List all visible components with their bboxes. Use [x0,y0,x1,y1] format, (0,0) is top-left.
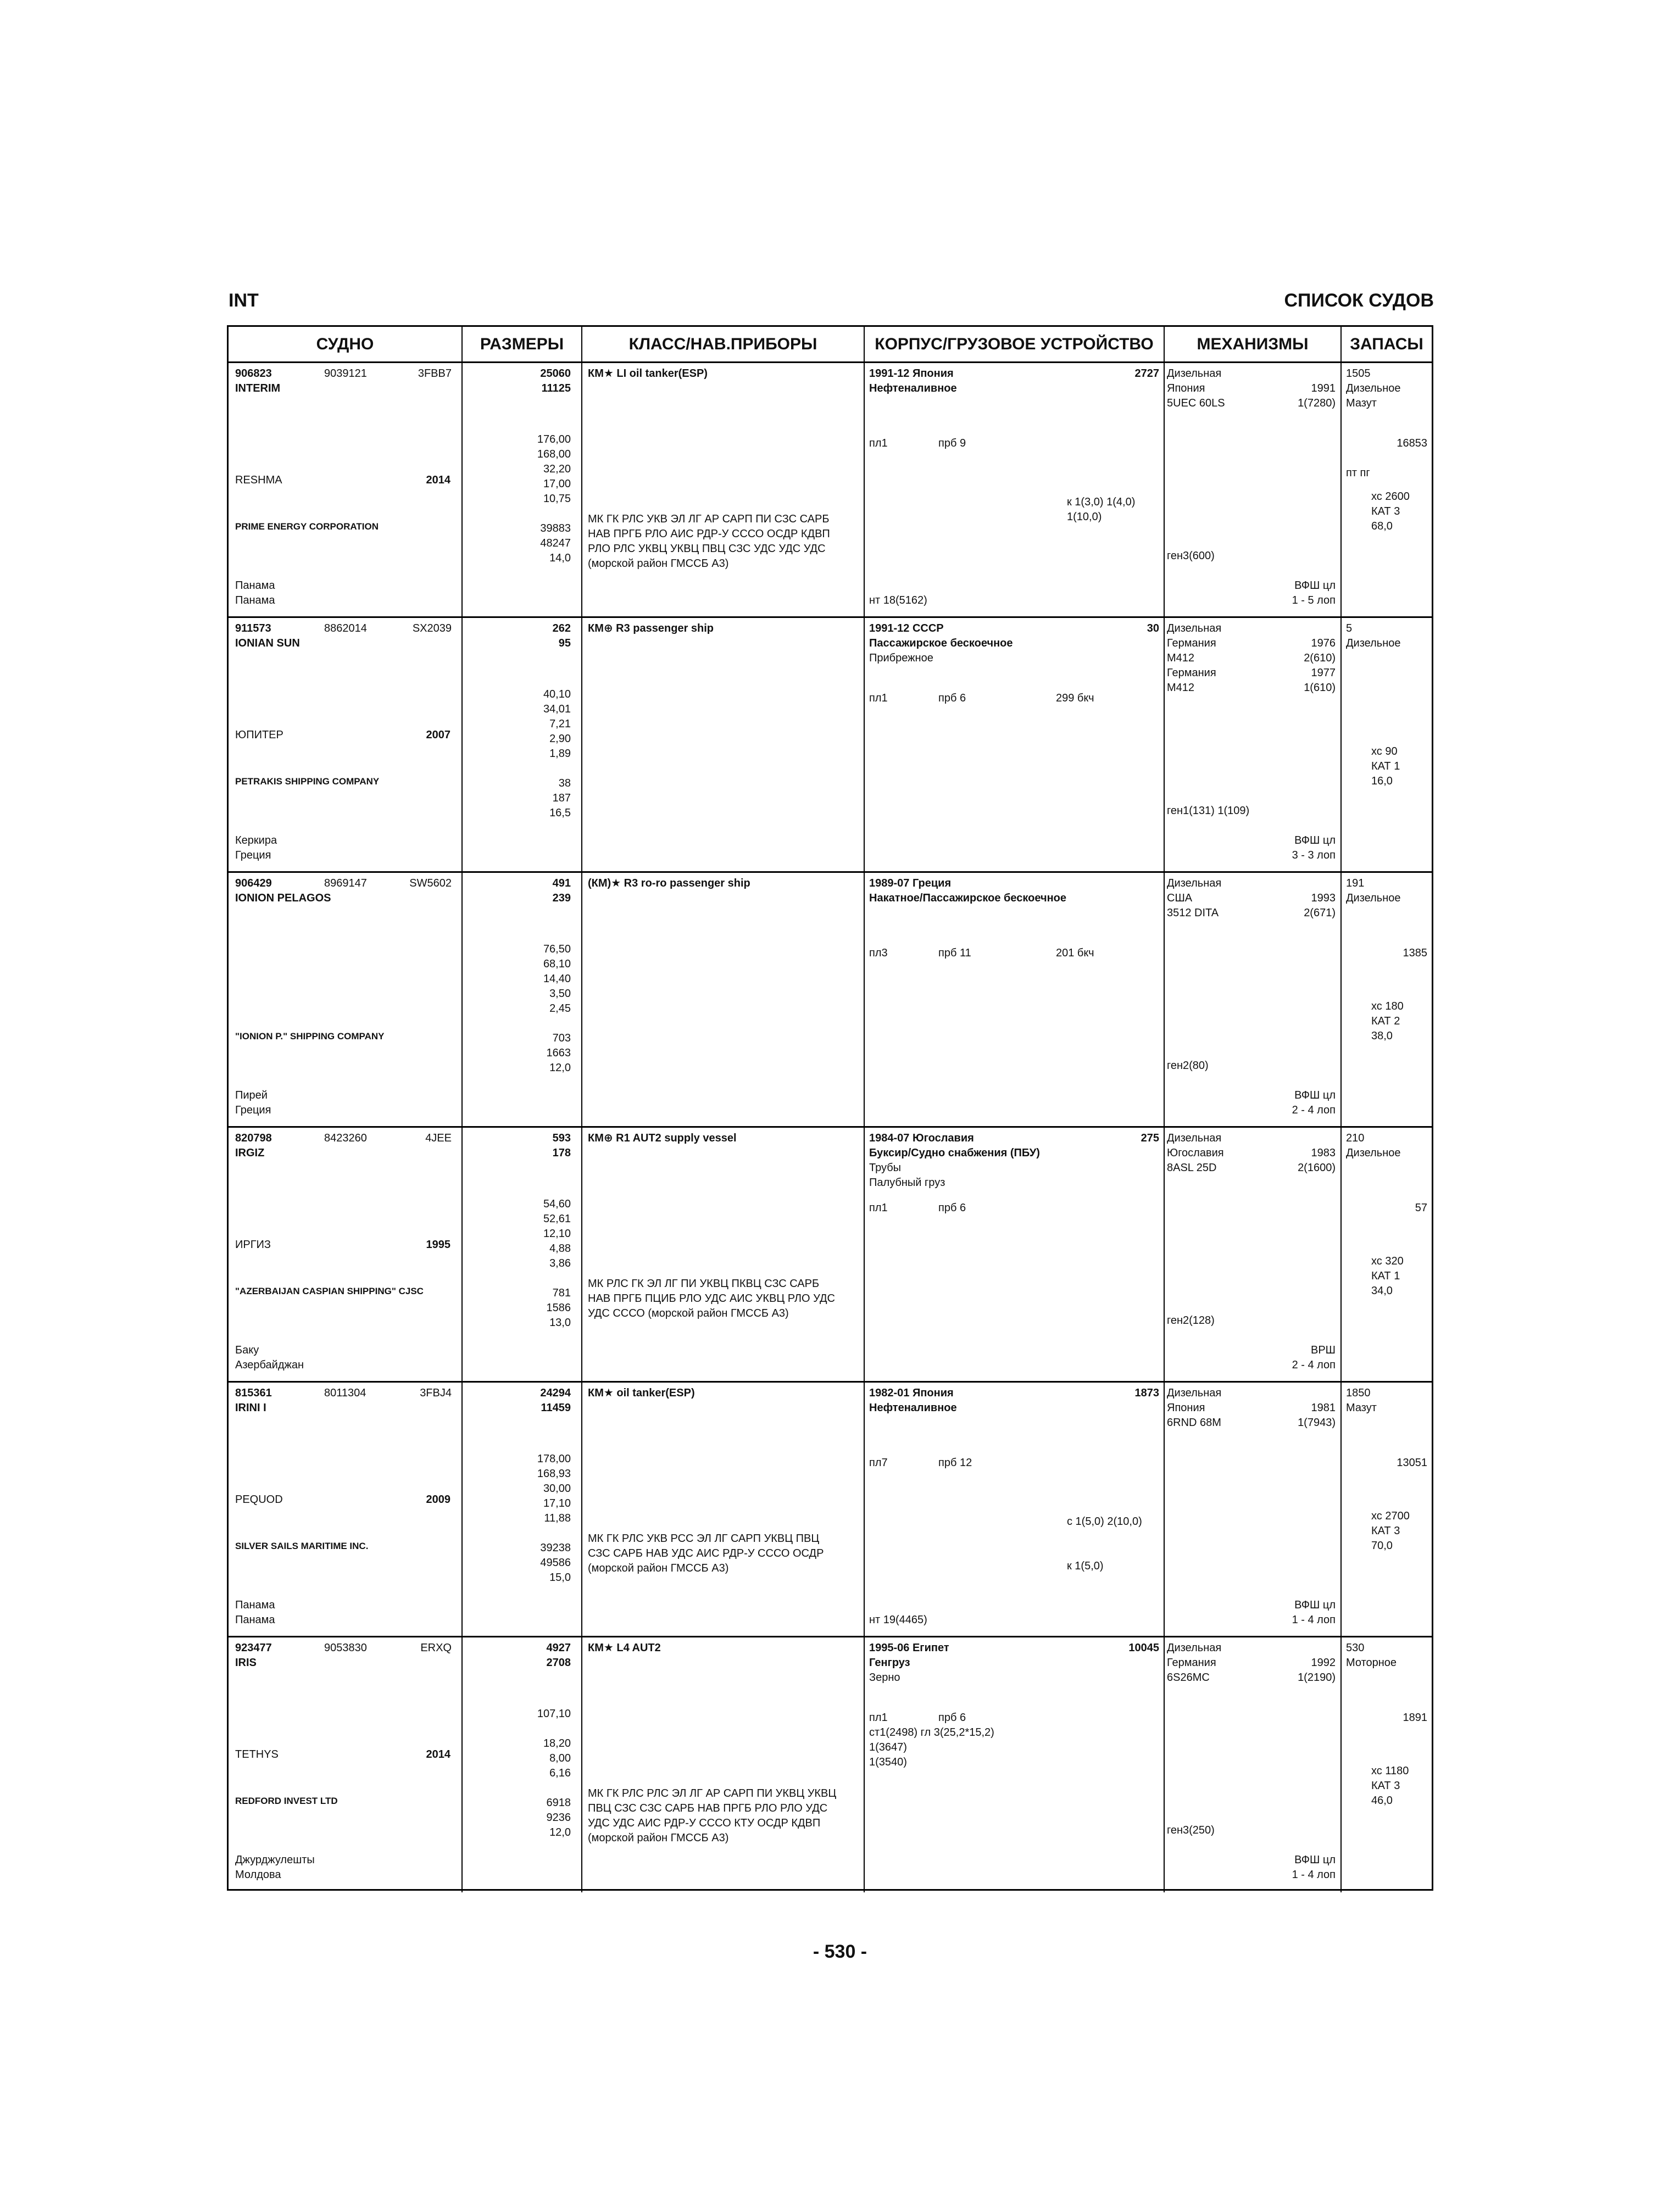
engine-maker-line: Германия [1167,667,1216,679]
engine-type: Дизельная [1167,877,1222,889]
ship-record [229,873,1432,1128]
registry-number: 906823 [235,367,272,380]
engine-maker-line: Германия [1167,1657,1216,1669]
call-sign: SW5602 [409,877,452,889]
tank-info: нт 18(5162) [869,594,927,606]
hull-plating: пл1 [869,1202,888,1214]
dimension-value: 12,10 [543,1228,571,1240]
ship-record [229,1383,1432,1637]
dimension-value: 9236 [546,1812,571,1824]
dimension-value: 30,00 [543,1483,571,1495]
ship-name: IONIAN SUN [235,637,300,649]
registry-number: 906429 [235,877,272,889]
dimension-value: 12,0 [549,1062,571,1074]
dimension-value: 39883 [540,522,571,534]
engine-detail: 1(7280) [1298,397,1336,409]
ship-name: INTERIM [235,382,281,394]
cargo-type-line: Прибрежное [869,652,933,664]
flag-state: Молдова [235,1869,281,1881]
nav-equipment-line: СЗС САРБ НАВ УДС АИС РДР-У СССО ОСДР [588,1547,824,1559]
dimension-value: 1663 [546,1047,571,1059]
engine-detail: 1977 [1311,667,1336,679]
dimension-value: 32,20 [543,463,571,475]
engine-maker-line: 8ASL 25D [1167,1162,1217,1174]
column-header-ship: СУДНО [316,335,374,353]
engine-detail: 1976 [1311,637,1336,649]
ship-type: Буксир/Судно снабжения (ПБУ) [869,1147,1040,1159]
range-value: 38,0 [1371,1030,1393,1042]
ship-record [229,1637,1432,1892]
generators: ген2(128) [1167,1314,1215,1327]
imo-number: 9053830 [324,1642,367,1654]
page-header-left: INT [229,290,259,311]
bulkheads: прб 6 [938,1712,966,1724]
generators: ген3(600) [1167,550,1215,562]
fuel-type: Моторное [1346,1657,1397,1669]
hold-line: 1(3647) [869,1741,907,1753]
bulkheads: прб 6 [938,1202,966,1214]
page-number: - 530 - [813,1941,867,1962]
dimension-value: 11,88 [544,1512,571,1524]
crew-capacity: хс 2700 [1371,1510,1410,1522]
propeller: ВФШ цл [1294,834,1336,846]
nav-equipment-line: МК ГК РЛС УКВ РСС ЭЛ ЛГ САРП УКВЦ ПВЦ [588,1533,820,1545]
dimension-value: 4,88 [549,1243,571,1255]
registry-number: 911573 [235,622,271,634]
ship-record [229,618,1432,873]
tank-info: нт 19(4465) [869,1614,927,1626]
range-value: 70,0 [1371,1540,1393,1552]
column-header-supplies: ЗАПАСЫ [1350,335,1423,353]
registry-number: 815361 [235,1387,272,1399]
tank-capacity: 13051 [1397,1457,1427,1469]
dimension-value: 18,20 [543,1737,571,1750]
class-notation: КМ★ LI oil tanker(ESP) [588,367,708,380]
dimension-value: 76,50 [543,943,571,955]
hull-plating: пл1 [869,692,888,704]
class-notation: (КМ)★ R3 ro-ro passenger ship [588,877,750,889]
former-name-year: 2014 [426,1748,450,1761]
dimension-value: 2,45 [549,1002,571,1015]
bulkheads: прб 9 [938,437,966,449]
home-port: Керкира [235,834,277,846]
engine-detail: 2(671) [1304,907,1336,919]
owner-name: PETRAKIS SHIPPING COMPANY [235,776,380,787]
former-name: ИРГИЗ [235,1239,271,1251]
build-number: 30 [1147,622,1159,634]
dimension-value: 107,10 [537,1708,571,1720]
gross-tonnage: 491 [552,877,571,889]
build-date-country: 1995-06 Египет [869,1642,949,1654]
engine-type: Дизельная [1167,367,1222,380]
propeller: ВФШ цл [1294,1599,1336,1611]
propeller-blades: 1 - 4 лоп [1292,1869,1336,1881]
propeller-blades: 2 - 4 лоп [1292,1104,1336,1116]
engine-maker-line: 6S26MC [1167,1672,1210,1684]
engine-detail: 2(610) [1304,652,1336,664]
engine-detail: 1991 [1311,382,1336,394]
dimension-value: 8,00 [549,1752,571,1764]
engine-maker-line: США [1167,892,1193,904]
propeller: ВРШ [1310,1344,1336,1356]
call-sign: 4JEE [425,1132,452,1144]
ship-type: Нефтеналивное [869,1402,957,1414]
engine-maker-line: 3512 DITA [1167,907,1219,919]
nav-equipment-line: МК ГК РЛС УКВ ЭЛ ЛГ АР САРП ПИ СЗС САРБ [588,513,830,525]
dimension-value: 187 [552,792,571,804]
engine-detail: 1993 [1311,892,1336,904]
nav-equipment-line: (морской район ГМССБ А3) [588,1832,729,1844]
former-name-year: 1995 [426,1239,450,1251]
hull-plating: пл1 [869,437,888,449]
ship-type: Накатное/Пассажирское бескоечное [869,892,1066,904]
crew-capacity: хс 180 [1371,1000,1404,1012]
nav-equipment-line: (морской район ГМССБ А3) [588,1562,729,1574]
tank-capacity: 1385 [1403,947,1427,959]
fuel-type: Дизельное [1346,892,1401,904]
berths: 299 бкч [1056,692,1094,704]
engine-maker-line: Югославия [1167,1147,1224,1159]
engine-maker-line: Япония [1167,1402,1205,1414]
net-tonnage: 239 [552,892,571,904]
flag-state: Панама [235,1614,275,1626]
owner-name: "AZERBAIJAN CASPIAN SHIPPING" CJSC [235,1286,424,1296]
net-tonnage: 178 [552,1147,571,1159]
gross-tonnage: 4927 [546,1642,571,1654]
engine-detail: 1(610) [1304,682,1336,694]
registry-number: 923477 [235,1642,272,1654]
build-number: 1873 [1134,1387,1159,1399]
nav-equipment-line: ПВЦ СЗС СЗС САРБ НАВ ПРГБ РЛО РЛО УДС [588,1802,828,1814]
ship-name: IONION PELAGOS [235,892,331,904]
imo-number: 9039121 [324,367,367,380]
fuel-amount: 1505 [1346,367,1371,380]
engine-detail: 1983 [1311,1147,1336,1159]
net-tonnage: 11125 [541,382,571,394]
gross-tonnage: 24294 [540,1387,571,1399]
category: КАТ 1 [1371,1270,1400,1282]
tank-capacity: 16853 [1397,437,1427,449]
range-value: 46,0 [1371,1795,1393,1807]
call-sign: SX2039 [412,622,452,634]
dimension-value: 52,61 [543,1213,571,1225]
home-port: Джурджулешты [235,1854,315,1866]
build-number: 10045 [1128,1642,1159,1654]
engine-maker-line: М412 [1167,682,1195,694]
home-port: Пирей [235,1089,268,1101]
dimension-value: 1,89 [549,748,571,760]
ship-record [229,363,1432,618]
cargo-gear-line: с 1(5,0) 2(10,0) [1067,1516,1142,1528]
fuel-amount: 1850 [1346,1387,1371,1399]
owner-name: PRIME ENERGY CORPORATION [235,521,379,532]
cargo-gear-line: к 1(3,0) 1(4,0) [1067,496,1136,508]
dimension-value: 15,0 [549,1572,571,1584]
dimension-value: 14,40 [543,973,571,985]
registry-number: 820798 [235,1132,272,1144]
former-name: PEQUOD [235,1494,283,1506]
dimension-value: 7,21 [549,718,571,730]
class-notation: КМ⊕ R1 AUT2 supply vessel [588,1132,737,1144]
dimension-value: 168,93 [537,1468,571,1480]
dimension-value: 39238 [540,1542,571,1554]
cargo-type-line: Палубный груз [869,1177,945,1189]
engine-maker-line: М412 [1167,652,1195,664]
fuel-type: Мазут [1346,1402,1377,1414]
fuel-type-2: Мазут [1346,397,1377,409]
bulkheads: прб 11 [938,947,971,959]
nav-equipment-line: (морской район ГМССБ А3) [588,558,729,570]
build-date-country: 1991-12 СССР [869,622,944,634]
engine-detail: 1(2190) [1298,1672,1336,1684]
dimension-value: 703 [552,1032,571,1044]
table-header [229,327,1432,363]
dimension-value: 17,10 [543,1497,571,1509]
engine-detail: 1(7943) [1298,1417,1336,1429]
crew-capacity: хс 320 [1371,1255,1404,1267]
column-header-machinery: МЕХАНИЗМЫ [1197,335,1309,353]
column-header-hull: КОРПУС/ГРУЗОВОЕ УСТРОЙСТВО [875,335,1154,353]
tank-capacity: 1891 [1403,1712,1427,1724]
build-date-country: 1989-07 Греция [869,877,952,889]
engine-detail: 1981 [1311,1402,1336,1414]
dimension-value: 48247 [540,537,571,549]
fuel-type: Дизельное [1346,1147,1401,1159]
nav-equipment-line: УДС СССО (морской район ГМССБ А3) [588,1307,789,1319]
dimension-value: 781 [552,1287,571,1299]
range-value: 16,0 [1371,775,1393,787]
dimension-value: 34,01 [543,703,571,715]
nav-equipment-line: МК ГК РЛС РЛС ЭЛ ЛГ АР САРП ПИ УКВЦ УКВЦ [588,1787,837,1800]
tank-extra: пт пг [1346,467,1370,479]
imo-number: 8011304 [324,1387,366,1399]
dimension-value: 16,5 [549,807,571,819]
flag-state: Греция [235,1104,271,1116]
owner-name: SILVER SAILS MARITIME INC. [235,1541,369,1551]
dimension-value: 6918 [546,1797,571,1809]
dimension-value: 10,75 [543,493,571,505]
crew-capacity: хс 90 [1371,745,1398,757]
column-header-dimensions: РАЗМЕРЫ [480,335,564,353]
build-number: 275 [1141,1132,1159,1144]
owner-name: "IONION P." SHIPPING COMPANY [235,1031,385,1041]
fuel-type: Дизельное [1346,382,1401,394]
range-value: 68,0 [1371,520,1393,532]
cargo-type-line: Зерно [869,1672,900,1684]
dimension-value: 38 [558,777,571,789]
engine-detail: 2(1600) [1298,1162,1336,1174]
cargo-gear-line: 1(10,0) [1067,511,1102,523]
former-name-year: 2009 [426,1494,450,1506]
page-header-right: СПИСОК СУДОВ [1284,290,1434,311]
dimension-value: 3,86 [549,1257,571,1269]
ship-name: IRGIZ [235,1147,265,1159]
dimension-value: 68,10 [543,958,571,970]
hold-line: 1(3540) [869,1756,907,1768]
class-notation: КМ★ L4 AUT2 [588,1642,661,1654]
hull-plating: пл1 [869,1712,888,1724]
imo-number: 8969147 [324,877,367,889]
gross-tonnage: 262 [552,622,571,634]
call-sign: 3FBJ4 [420,1387,452,1399]
build-date-country: 1984-07 Югославия [869,1132,974,1144]
former-name-year: 2014 [426,474,450,486]
flag-state: Греция [235,849,271,861]
engine-type: Дизельная [1167,1387,1222,1399]
tank-capacity: 57 [1415,1202,1427,1214]
hold-line: ст1(2498) гл 3(25,2*15,2) [869,1726,994,1739]
nav-equipment-line: МК РЛС ГК ЭЛ ЛГ ПИ УКВЦ ПКВЦ СЗС САРБ [588,1278,820,1290]
dimension-value: 17,00 [543,478,571,490]
category: КАТ 3 [1371,1525,1400,1537]
ship-record [229,1128,1432,1383]
fuel-amount: 191 [1346,877,1365,889]
fuel-amount: 530 [1346,1642,1365,1654]
imo-number: 8423260 [324,1132,367,1144]
class-notation: КМ★ oil tanker(ESP) [588,1387,695,1399]
category: КАТ 3 [1371,1780,1400,1792]
nav-equipment-line: НАВ ПРГБ РЛО АИС РДР-У СССО ОСДР КДВП [588,528,830,540]
propeller: ВФШ цл [1294,580,1336,592]
crew-capacity: хс 2600 [1371,491,1410,503]
propeller-blades: 2 - 4 лоп [1292,1359,1336,1371]
nav-equipment-line: УДС УДС АИС РДР-У СССО КТУ ОСДР КДВП [588,1817,821,1829]
former-name-year: 2007 [426,729,450,741]
cargo-type-line: Трубы [869,1162,902,1174]
net-tonnage: 11459 [541,1402,571,1414]
column-header-class: КЛАСС/НАВ.ПРИБОРЫ [628,335,817,353]
home-port: Баку [235,1344,259,1356]
generators: ген1(131) 1(109) [1167,805,1250,817]
ship-name: IRINI I [235,1402,266,1414]
call-sign: ERXQ [420,1642,452,1654]
former-name: RESHMA [235,474,282,486]
engine-maker-line: Япония [1167,382,1205,394]
propeller: ВФШ цл [1294,1089,1336,1101]
net-tonnage: 2708 [546,1657,571,1669]
net-tonnage: 95 [558,637,571,649]
nav-equipment-line: РЛО РЛС УКВЦ УКВЦ ПВЦ СЗС УДС УДС УДС [588,543,826,555]
bulkheads: прб 12 [938,1457,972,1469]
engine-type: Дизельная [1167,1642,1222,1654]
engine-type: Дизельная [1167,622,1222,634]
ship-type: Генгруз [869,1657,910,1669]
hull-plating: пл7 [869,1457,888,1469]
call-sign: 3FBB7 [418,367,452,380]
dimension-value: 12,0 [549,1826,571,1839]
fuel-amount: 5 [1346,622,1353,634]
gross-tonnage: 25060 [540,367,571,380]
ship-name: IRIS [235,1657,257,1669]
former-name: TETHYS [235,1748,279,1761]
engine-type: Дизельная [1167,1132,1222,1144]
build-number: 2727 [1134,367,1159,380]
generators: ген3(250) [1167,1824,1215,1836]
crew-capacity: хс 1180 [1371,1765,1409,1777]
dimension-value: 178,00 [537,1453,571,1465]
dimension-value: 14,0 [549,552,571,564]
dimension-value: 13,0 [549,1317,571,1329]
cargo-gear-line: к 1(5,0) [1067,1560,1104,1572]
dimension-value: 54,60 [543,1198,571,1210]
fuel-type: Дизельное [1346,637,1401,649]
gross-tonnage: 593 [552,1132,571,1144]
build-date-country: 1991-12 Япония [869,367,954,380]
dimension-value: 3,50 [549,988,571,1000]
dimension-value: 176,00 [537,433,571,445]
engine-maker-line: 6RND 68M [1167,1417,1221,1429]
dimension-value: 49586 [540,1557,571,1569]
ship-register-table [227,325,1433,1891]
imo-number: 8862014 [324,622,367,634]
flag-state: Панама [235,594,275,606]
category: КАТ 3 [1371,505,1400,517]
fuel-amount: 210 [1346,1132,1365,1144]
propeller-blades: 1 - 5 лоп [1292,594,1336,606]
category: КАТ 1 [1371,760,1400,772]
dimension-value: 6,16 [549,1767,571,1779]
former-name: ЮПИТЕР [235,729,283,741]
flag-state: Азербайджан [235,1359,304,1371]
dimension-value: 40,10 [543,688,571,700]
dimension-value: 168,00 [537,448,571,460]
build-date-country: 1982-01 Япония [869,1387,954,1399]
class-notation: КМ⊕ R3 passenger ship [588,622,714,634]
home-port: Панама [235,580,275,592]
home-port: Панама [235,1599,275,1611]
dimension-value: 2,90 [549,733,571,745]
engine-detail: 1992 [1311,1657,1336,1669]
hull-plating: пл3 [869,947,888,959]
ship-type: Нефтеналивное [869,382,957,394]
nav-equipment-line: НАВ ПРГБ ПЦИБ РЛО УДС АИС УКВЦ РЛО УДС [588,1293,835,1305]
dimension-value: 1586 [546,1302,571,1314]
ship-type: Пассажирское бескоечное [869,637,1013,649]
category: КАТ 2 [1371,1015,1400,1027]
generators: ген2(80) [1167,1060,1209,1072]
engine-maker-line: Германия [1167,637,1216,649]
owner-name: REDFORD INVEST LTD [235,1796,338,1806]
propeller-blades: 1 - 4 лоп [1292,1614,1336,1626]
propeller-blades: 3 - 3 лоп [1292,849,1336,861]
berths: 201 бкч [1056,947,1094,959]
range-value: 34,0 [1371,1285,1393,1297]
propeller: ВФШ цл [1294,1854,1336,1866]
engine-maker-line: 5UEC 60LS [1167,397,1225,409]
bulkheads: прб 6 [938,692,966,704]
